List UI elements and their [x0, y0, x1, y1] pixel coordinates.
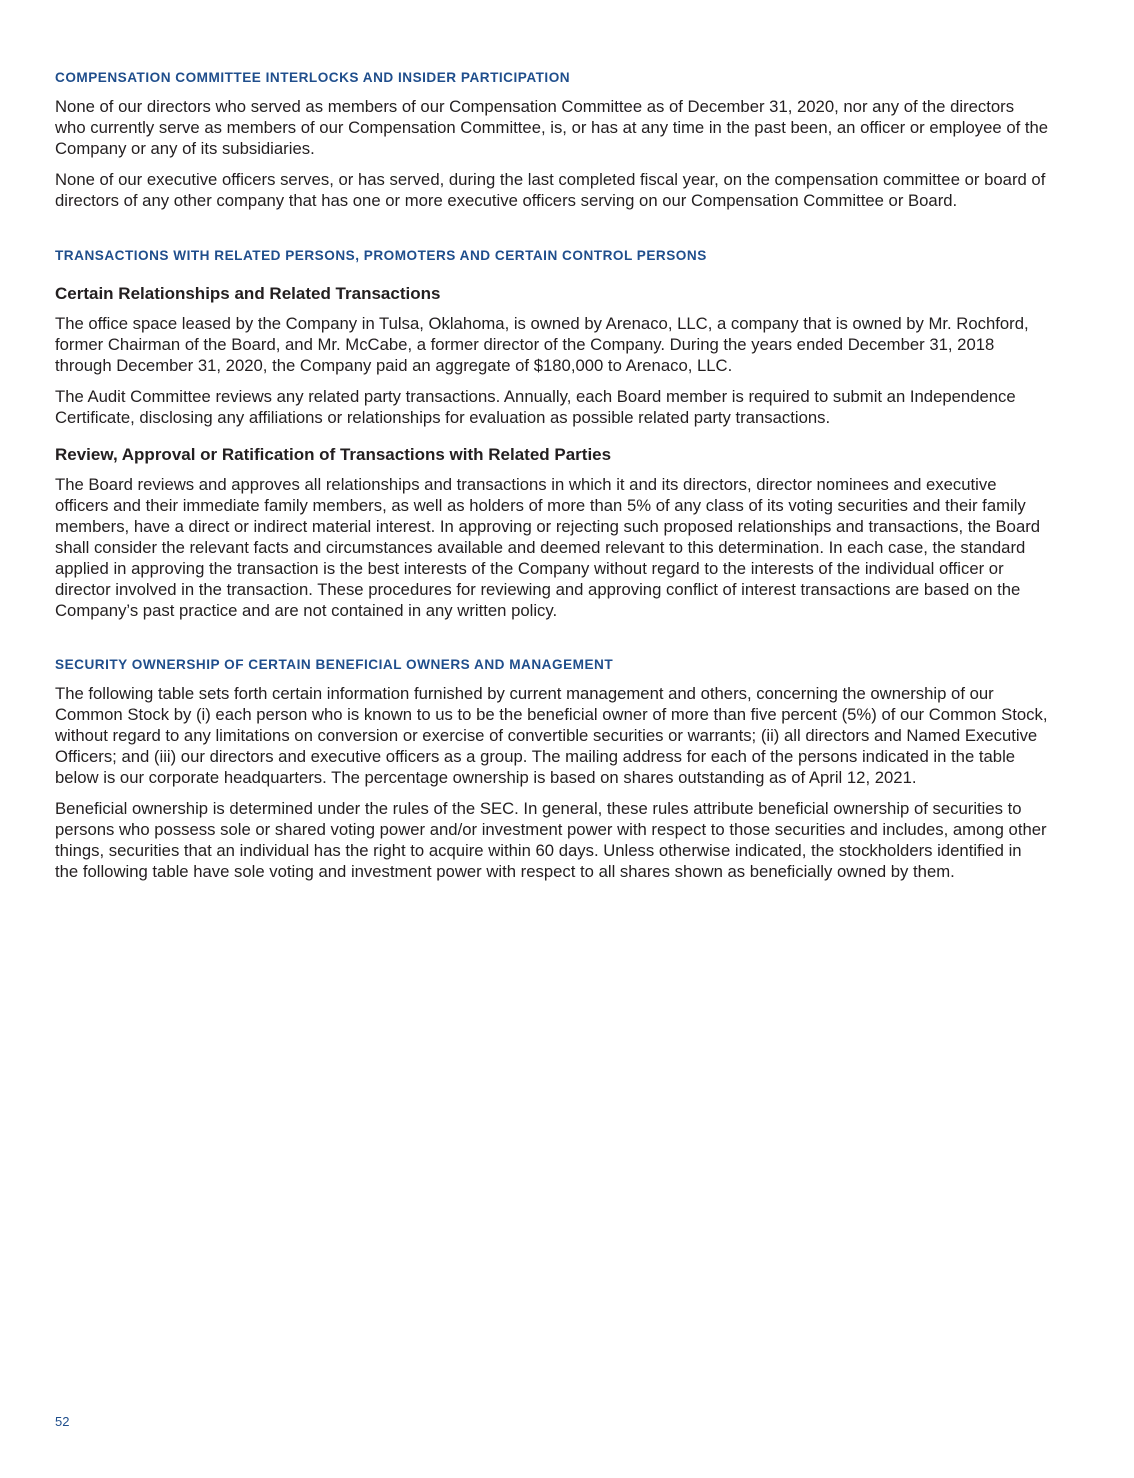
- section-heading-ownership: SECURITY OWNERSHIP OF CERTAIN BENEFICIAL OWNERS AND MANAGEMENT: [55, 657, 614, 672]
- paragraph-beneficial-ownership: Beneficial ownership is determined under the rules of the SEC. In general, these rules attribute beneficial ownership of securities to persons who possess sole or shared voting power and/or investment power with respect to those securities and includes, among other things, securities that an individual has the right to acquire within 60 days. Unless otherwise indicated, the stockholders identified in the following table have sole voting and investment power with respect to all shares shown as beneficially owned by them.: [55, 799, 1047, 881]
- page-number: 52: [55, 1414, 70, 1429]
- subheading-certain-relationships: Certain Relationships and Related Transactions: [55, 284, 441, 303]
- paragraph-interlocks-2: None of our executive officers serves, or has served, during the last completed fiscal year, on the compensation committee or board of directors of any other company that has one or more executive officers serving on our Compensation Committee or Board.: [55, 170, 1046, 210]
- subheading-review-approval: Review, Approval or Ratification of Transactions with Related Parties: [55, 445, 612, 464]
- paragraph-audit-committee: The Audit Committee reviews any related party transactions. Annually, each Board member is required to submit an Independence Certificate, disclosing any affiliations or relationships for evaluation as possible related party transactions.: [55, 387, 1016, 427]
- paragraph-interlocks-1: None of our directors who served as members of our Compensation Committee as of December 31, 2020, nor any of the directors who currently serve as members of our Compensation Committee, is, or has at any time in the past been, an officer or employee of the Company or any of its subsidiaries.: [55, 97, 1049, 158]
- document-page: [55, 68, 1049, 882]
- paragraph-office-lease: The office space leased by the Company in Tulsa, Oklahoma, is owned by Arenaco, LLC, a company that is owned by Mr. Rochford, former Chairman of the Board, and Mr. McCabe, a former director of the Company. During the years ended December 31, 2018 through December 31, 2020, the Company paid an aggregate of $180,000 to Arenaco, LLC.: [55, 314, 1029, 375]
- section-heading-interlocks: COMPENSATION COMMITTEE INTERLOCKS AND INSIDER PARTICIPATION: [55, 70, 571, 85]
- paragraph-ownership-table-intro: The following table sets forth certain information furnished by current management and others, concerning the ownership of our Common Stock by (i) each person who is known to us to be the beneficial owner of more than five percent (5%) of our Common Stock, without regard to any limitations on conversion or exercise of convertible securities or warrants; (ii) all directors and Named Executive Officers; and (iii) our directors and executive officers as a group. The mailing address for each of the persons indicated in the table below is our corporate headquarters. The percentage ownership is based on shares outstanding as of April 12, 2021.: [55, 684, 1048, 787]
- section-heading-transactions: TRANSACTIONS WITH RELATED PERSONS, PROMOTERS AND CERTAIN CONTROL PERSONS: [55, 248, 707, 263]
- paragraph-board-review: The Board reviews and approves all relationships and transactions in which it and its directors, director nominees and executive officers and their immediate family members, as well as holders of more than 5% of any class of its voting securities and their family members, have a direct or indirect material interest. In approving or rejecting such proposed relationships and transactions, the Board shall consider the relevant facts and circumstances available and deemed relevant to this determination. In each case, the standard applied in approving the transaction is the best interests of the Company without regard to the interests of the individual officer or director involved in the transaction. These procedures for reviewing and approving conflict of interest transactions are based on the Company’s past practice and are not contained in any written policy.: [55, 475, 1041, 620]
